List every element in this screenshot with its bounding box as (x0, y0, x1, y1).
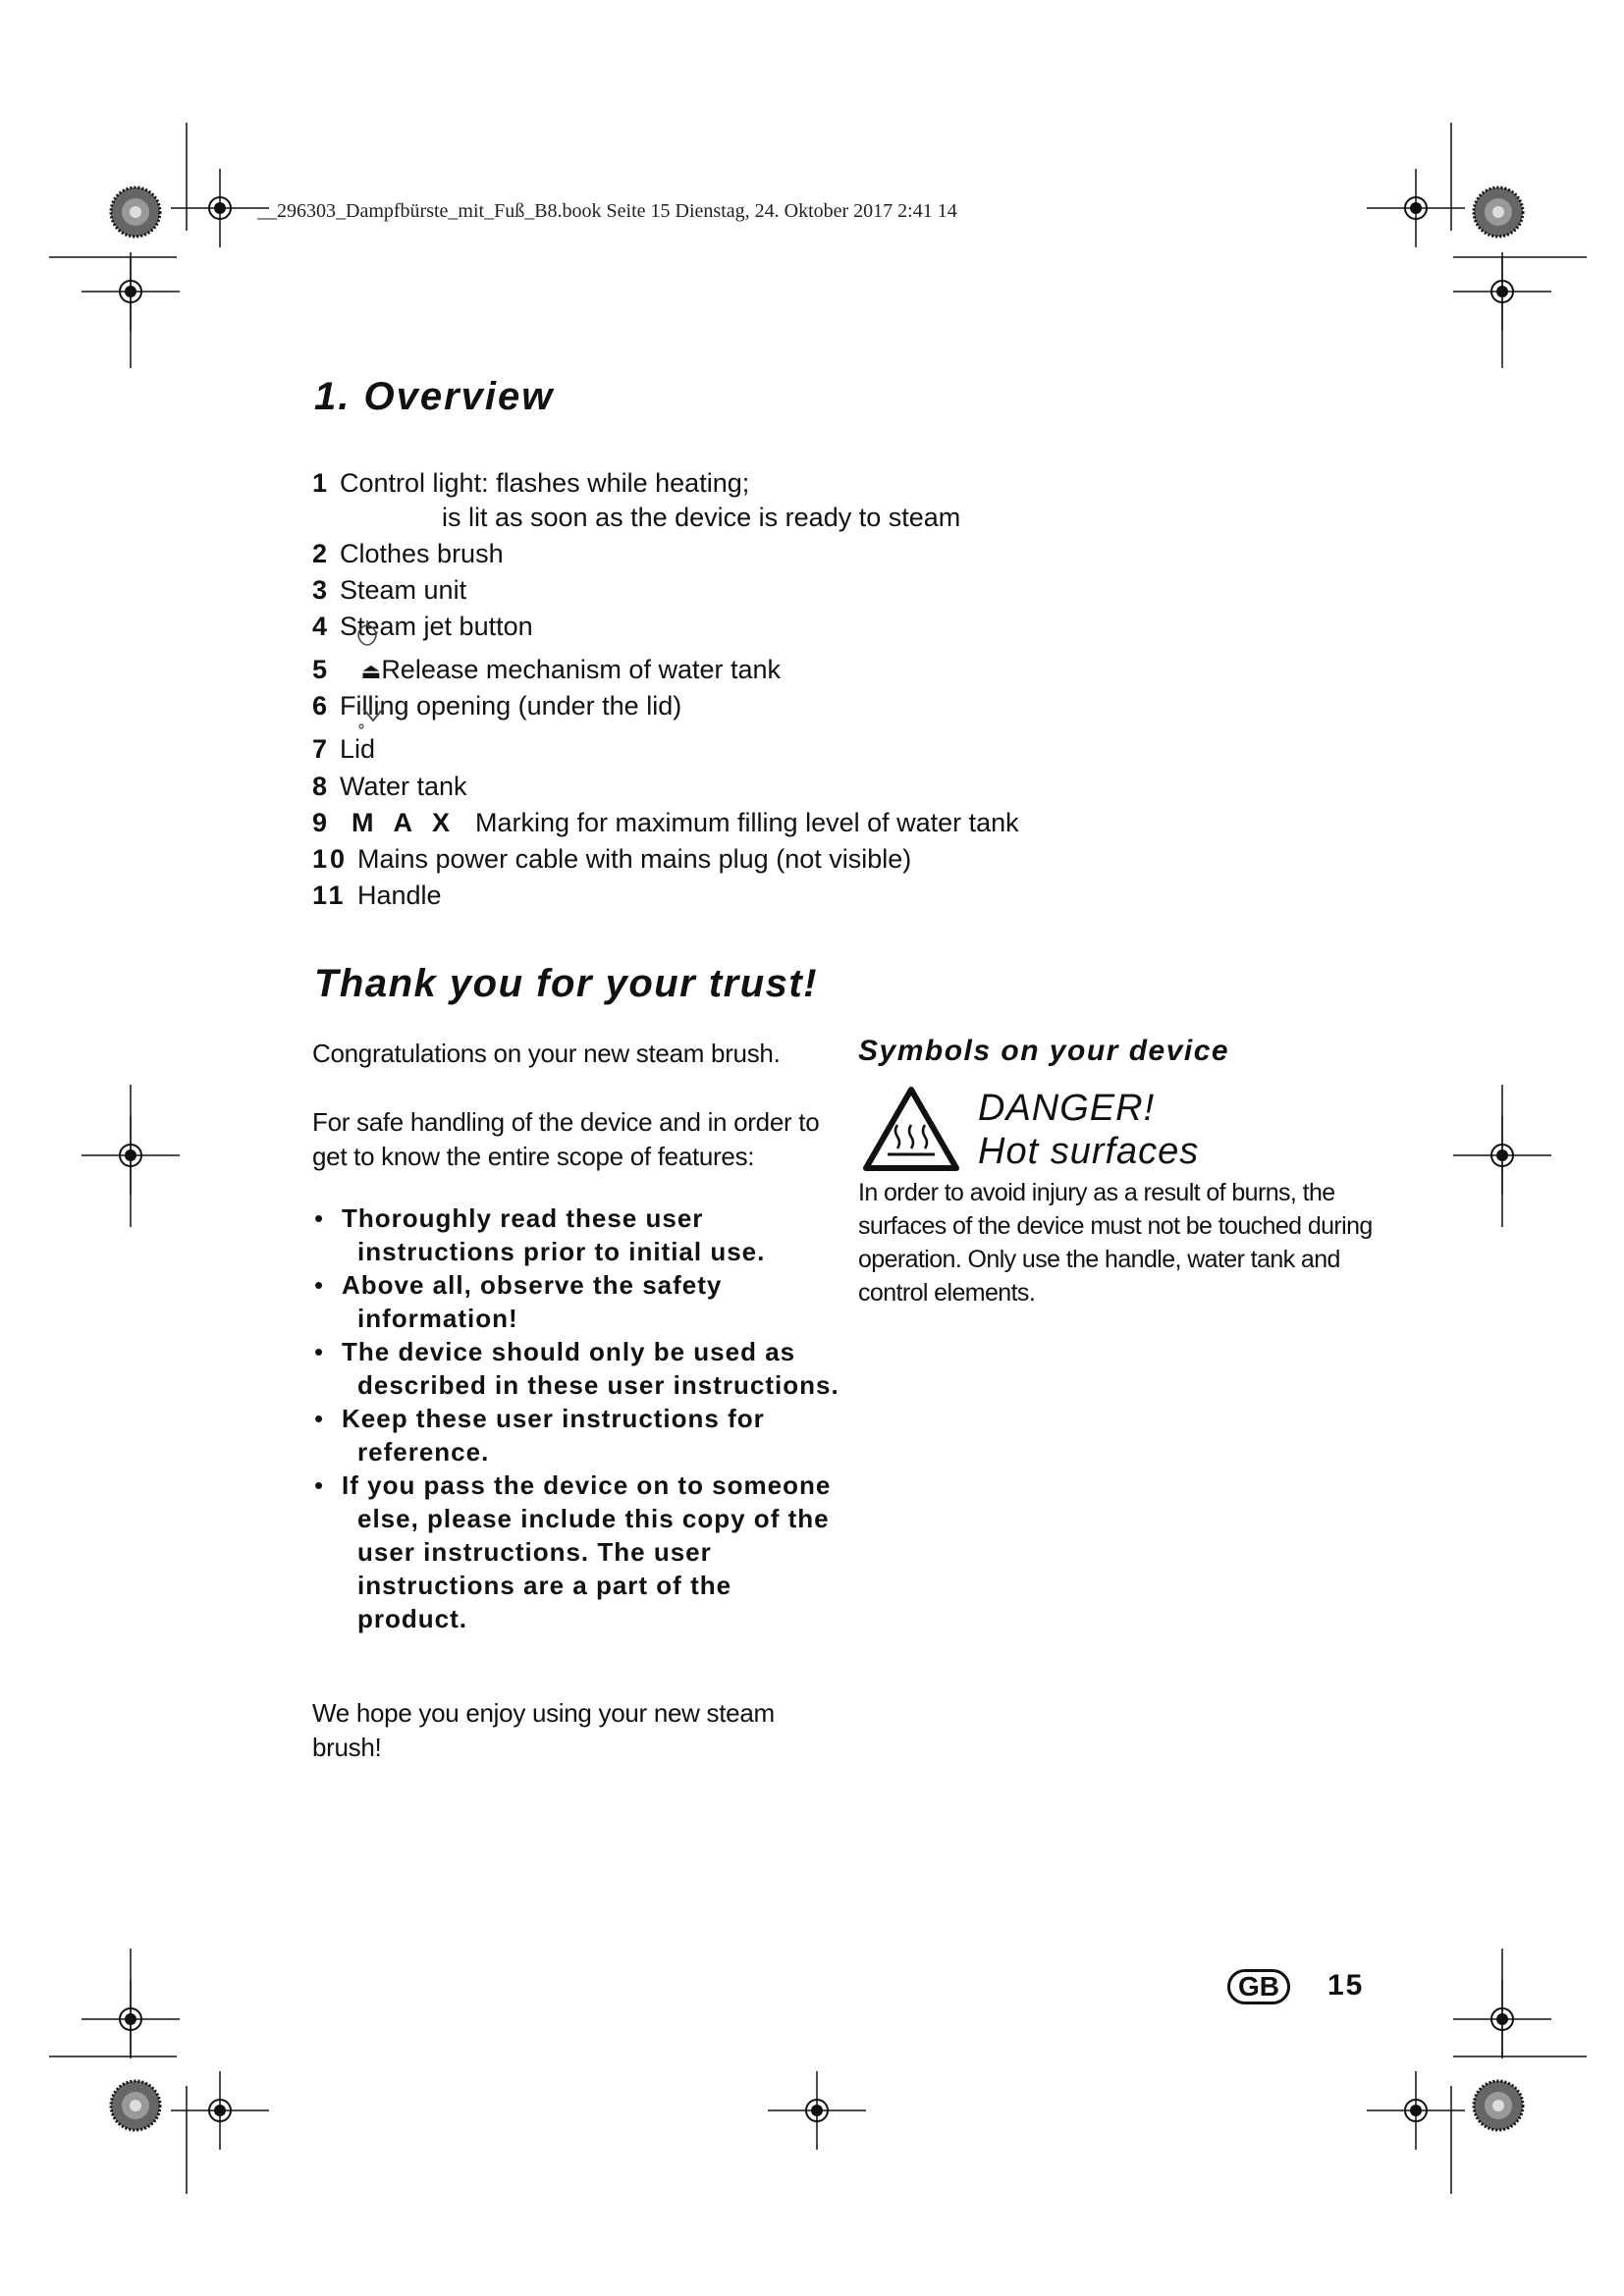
overview-item-11: 11 Handle (312, 881, 442, 910)
bullet-item: • If you pass the device on to someone else, please include this copy of the user instructions. The user instructions are a part of the product. (314, 1470, 832, 1633)
overview-item-9: 9 MAX Marking for maximum filling level of water tank (312, 808, 1019, 837)
hot-surface-warning-icon (862, 1086, 960, 1172)
overview-item-1: 1 Control light: flashes while heating; (312, 468, 750, 498)
bullet-item: • Thoroughly read these user instructions prior to initial use. (314, 1203, 766, 1266)
danger-title: DANGER! (978, 1088, 1156, 1129)
file-header-line: __296303_Dampfbürste_mit_Fuß_B8.book Seite 15 Dienstag, 24. Oktober 2017 2:41 14 (257, 200, 957, 222)
safety-bullet-list (312, 1201, 842, 1635)
bullet-item: • The device should only be used as described in these user instructions. (314, 1337, 839, 1400)
danger-subtitle: Hot surfaces (978, 1131, 1200, 1172)
overview-title: 1. Overview (314, 375, 555, 418)
overview-item-5: 5 ⏏Release mechanism of water tank (312, 655, 781, 684)
overview-item-4: 4 Steam jet button (312, 612, 533, 641)
overview-item-8: 8 Water tank (312, 772, 467, 801)
overview-item-7: 7 Lid (312, 734, 376, 764)
overview-item-10: 10 Mains power cable with mains plug (not visible) (312, 844, 912, 874)
overview-item-3: 3 Steam unit (312, 575, 467, 605)
overview-item-6: 6 Filling opening (under the lid) (312, 691, 682, 721)
page-number: 15 (1327, 1969, 1365, 2002)
thanks-intro: Congratulations on your new steam brush. (312, 1039, 781, 1068)
steam-icon (353, 620, 383, 654)
symbols-title: Symbols on your device (858, 1035, 1230, 1067)
thanks-closing: We hope you enjoy using your new steam brush! (312, 1698, 775, 1762)
danger-text: In order to avoid injury as a result of burns, the surfaces of the device must not be touched during operation. Only use the handle, water tank and control elements. (858, 1179, 1373, 1307)
thanks-paragraph: For safe handling of the device and in order to get to know the entire scope of features: (312, 1107, 820, 1171)
bullet-item: • Above all, observe the safety information! (314, 1270, 723, 1333)
overview-item-2: 2 Clothes brush (312, 539, 504, 568)
thanks-title: Thank you for your trust! (314, 962, 819, 1005)
bullet-item: • Keep these user instructions for reference. (314, 1404, 765, 1467)
overview-item-1-continuation: is lit as soon as the device is ready to steam (442, 503, 961, 532)
max-marking: MAX (352, 808, 469, 837)
eject-icon: ⏏ (360, 659, 382, 683)
filling-drop-icon (355, 699, 395, 732)
language-badge: GB (1227, 1969, 1290, 2004)
